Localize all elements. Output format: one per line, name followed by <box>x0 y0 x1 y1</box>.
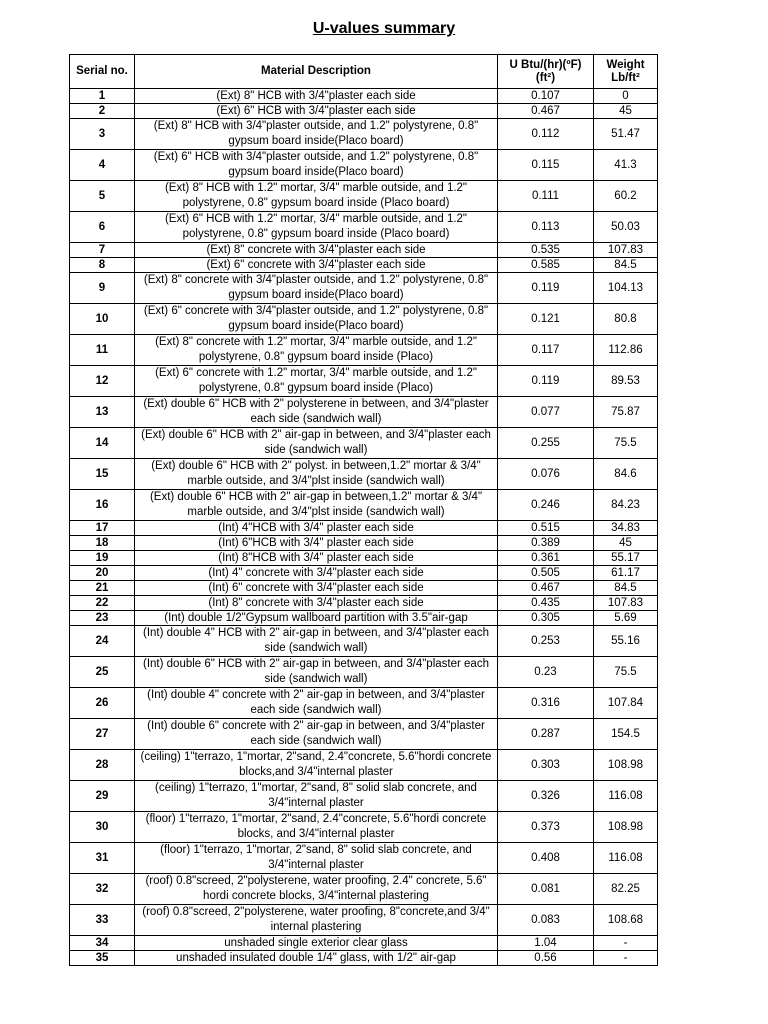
table-row <box>70 212 658 243</box>
serial-cell: 32 <box>70 874 135 905</box>
weight-cell: 107.83 <box>594 243 658 258</box>
description-cell: (Int) double 6" concrete with 2" air-gap in between, and 3/4"plaster each side (sandwich wall) <box>135 719 498 750</box>
description-cell: (roof) 0.8"screed, 2"polysterene, water proofing, 8"concrete,and 3/4" internal plastering <box>135 905 498 936</box>
table-row <box>70 688 658 719</box>
serial-cell: 10 <box>70 304 135 335</box>
description-cell: (Ext) double 6" HCB with 2" polysterene in between, and 3/4"plaster each side (sandwich wall) <box>135 397 498 428</box>
table-row <box>70 521 658 536</box>
table-row <box>70 258 658 273</box>
table-row <box>70 566 658 581</box>
table-row <box>70 104 658 119</box>
table-row <box>70 905 658 936</box>
weight-cell: 107.83 <box>594 596 658 611</box>
u-value-cell: 0.361 <box>498 551 594 566</box>
description-cell: (Int) 6"HCB with 3/4" plaster each side <box>135 536 498 551</box>
serial-cell: 7 <box>70 243 135 258</box>
u-value-cell: 0.408 <box>498 843 594 874</box>
description-cell: (Ext) 8" concrete with 3/4"plaster each side <box>135 243 498 258</box>
weight-cell: 82.25 <box>594 874 658 905</box>
table-row <box>70 843 658 874</box>
table-row <box>70 719 658 750</box>
u-value-cell: 0.119 <box>498 366 594 397</box>
description-cell: (Ext) 6" HCB with 3/4"plaster each side <box>135 104 498 119</box>
serial-cell: 2 <box>70 104 135 119</box>
table-row <box>70 459 658 490</box>
u-value-cell: 0.117 <box>498 335 594 366</box>
weight-cell: 45 <box>594 104 658 119</box>
weight-cell: 61.17 <box>594 566 658 581</box>
description-cell: unshaded insulated double 1/4" glass, with 1/2" air-gap <box>135 951 498 966</box>
table-row <box>70 551 658 566</box>
description-cell: (Ext) 8" HCB with 3/4"plaster each side <box>135 89 498 104</box>
u-value-cell: 0.255 <box>498 428 594 459</box>
u-value-cell: 0.373 <box>498 812 594 843</box>
description-cell: (Int) double 4" concrete with 2" air-gap in between, and 3/4"plaster each side (sandwich wall) <box>135 688 498 719</box>
table-row <box>70 119 658 150</box>
description-cell: (Ext) double 6" HCB with 2" air-gap in between,1.2" mortar & 3/4" marble outside, and 3/4"plst inside (sandwich wall) <box>135 490 498 521</box>
table-row <box>70 657 658 688</box>
weight-cell: - <box>594 936 658 951</box>
serial-cell: 22 <box>70 596 135 611</box>
weight-cell: 89.53 <box>594 366 658 397</box>
table-row <box>70 781 658 812</box>
u-value-cell: 0.303 <box>498 750 594 781</box>
header-weight <box>594 55 658 89</box>
u-value-cell: 0.389 <box>498 536 594 551</box>
u-value-cell: 0.435 <box>498 596 594 611</box>
weight-cell: 75.5 <box>594 657 658 688</box>
description-cell: (roof) 0.8"screed, 2"polysterene, water proofing, 2.4" concrete, 5.6" hordi concrete blocks, 3/4"internal plastering <box>135 874 498 905</box>
weight-cell: 55.17 <box>594 551 658 566</box>
header-u-value <box>498 55 594 89</box>
serial-cell: 6 <box>70 212 135 243</box>
weight-cell: 51.47 <box>594 119 658 150</box>
weight-cell: 80.8 <box>594 304 658 335</box>
description-cell: (Ext) 8" HCB with 1.2" mortar, 3/4" marble outside, and 1.2" polystyrene, 0.8" gypsum board inside (Placo board) <box>135 181 498 212</box>
weight-cell: 34.83 <box>594 521 658 536</box>
serial-cell: 33 <box>70 905 135 936</box>
u-value-cell: 0.115 <box>498 150 594 181</box>
weight-cell: 45 <box>594 536 658 551</box>
table-row <box>70 181 658 212</box>
u-value-cell: 0.56 <box>498 951 594 966</box>
page-title-text: U-values summary <box>312 20 456 37</box>
table-row <box>70 951 658 966</box>
weight-cell: 75.87 <box>594 397 658 428</box>
u-value-cell: 0.081 <box>498 874 594 905</box>
serial-cell: 8 <box>70 258 135 273</box>
weight-cell: 107.84 <box>594 688 658 719</box>
u-value-cell: 0.467 <box>498 104 594 119</box>
u-value-cell: 0.305 <box>498 611 594 626</box>
description-cell: (ceiling) 1"terrazo, 1"mortar, 2"sand, 2.4"concrete, 5.6"hordi concrete blocks,and 3/4"internal plaster <box>135 750 498 781</box>
weight-cell: 112.86 <box>594 335 658 366</box>
serial-cell: 19 <box>70 551 135 566</box>
u-value-cell: 0.111 <box>498 181 594 212</box>
u-value-cell: 0.107 <box>498 89 594 104</box>
description-cell: (Ext) double 6" HCB with 2" air-gap in between, and 3/4"plaster each side (sandwich wall) <box>135 428 498 459</box>
u-value-cell: 0.585 <box>498 258 594 273</box>
table-row <box>70 626 658 657</box>
u-value-cell: 0.253 <box>498 626 594 657</box>
table-row <box>70 812 658 843</box>
weight-cell: 108.98 <box>594 812 658 843</box>
serial-cell: 25 <box>70 657 135 688</box>
weight-cell: 50.03 <box>594 212 658 243</box>
serial-cell: 26 <box>70 688 135 719</box>
description-cell: (Int) 4" concrete with 3/4"plaster each side <box>135 566 498 581</box>
serial-cell: 18 <box>70 536 135 551</box>
weight-cell: 55.16 <box>594 626 658 657</box>
header-u-line2: (ft²) <box>535 71 556 84</box>
u-value-cell: 0.121 <box>498 304 594 335</box>
serial-cell: 34 <box>70 936 135 951</box>
serial-cell: 20 <box>70 566 135 581</box>
table-header-row <box>70 55 658 89</box>
table-row <box>70 536 658 551</box>
description-cell: (Int) 6" concrete with 3/4"plaster each side <box>135 581 498 596</box>
u-value-cell: 0.083 <box>498 905 594 936</box>
u-value-cell: 0.326 <box>498 781 594 812</box>
u-value-cell: 0.535 <box>498 243 594 258</box>
description-cell: (Ext) 8" concrete with 3/4"plaster outside, and 1.2" polystyrene, 0.8" gypsum board inside(Placo board) <box>135 273 498 304</box>
u-value-cell: 0.515 <box>498 521 594 536</box>
description-cell: (Int) double 1/2"Gypsum wallboard partition with 3.5"air-gap <box>135 611 498 626</box>
description-cell: (Ext) double 6" HCB with 2" polyst. in between,1.2" mortar & 3/4" marble outside, and 3/4"plst inside (sandwich wall) <box>135 459 498 490</box>
u-value-cell: 0.113 <box>498 212 594 243</box>
table-row <box>70 490 658 521</box>
serial-cell: 13 <box>70 397 135 428</box>
serial-cell: 12 <box>70 366 135 397</box>
header-weight-line2: Lb/ft² <box>611 71 640 84</box>
u-value-cell: 0.119 <box>498 273 594 304</box>
serial-cell: 17 <box>70 521 135 536</box>
serial-cell: 11 <box>70 335 135 366</box>
description-cell: (Ext) 6" concrete with 1.2" mortar, 3/4" marble outside, and 1.2" polystyrene, 0.8" gypsum board inside (Placo) <box>135 366 498 397</box>
weight-cell: 116.08 <box>594 843 658 874</box>
serial-cell: 5 <box>70 181 135 212</box>
serial-cell: 16 <box>70 490 135 521</box>
serial-cell: 15 <box>70 459 135 490</box>
description-cell: (Int) 8"HCB with 3/4" plaster each side <box>135 551 498 566</box>
u-value-cell: 0.287 <box>498 719 594 750</box>
serial-cell: 21 <box>70 581 135 596</box>
description-cell: (Int) double 4" HCB with 2" air-gap in between, and 3/4"plaster each side (sandwich wall) <box>135 626 498 657</box>
table-row <box>70 273 658 304</box>
header-weight-line1: Weight <box>606 58 645 71</box>
weight-cell: 84.5 <box>594 581 658 596</box>
header-u-line1: U Btu/(hr)(ºF) <box>509 58 582 71</box>
table-row <box>70 366 658 397</box>
u-value-cell: 0.112 <box>498 119 594 150</box>
serial-cell: 29 <box>70 781 135 812</box>
serial-cell: 27 <box>70 719 135 750</box>
description-cell: (ceiling) 1"terrazo, 1"mortar, 2"sand, 8" solid slab concrete, and 3/4"internal plaster <box>135 781 498 812</box>
weight-cell: - <box>594 951 658 966</box>
description-cell: (Int) double 6" HCB with 2" air-gap in between, and 3/4"plaster each side (sandwich wall) <box>135 657 498 688</box>
table-row <box>70 874 658 905</box>
u-value-cell: 0.077 <box>498 397 594 428</box>
serial-cell: 14 <box>70 428 135 459</box>
description-cell: (floor) 1"terrazo, 1"mortar, 2"sand, 8" solid slab concrete, and 3/4"internal plaster <box>135 843 498 874</box>
description-cell: (Int) 8" concrete with 3/4"plaster each side <box>135 596 498 611</box>
u-values-table <box>69 54 658 966</box>
serial-cell: 3 <box>70 119 135 150</box>
table-row <box>70 335 658 366</box>
description-cell: (Ext) 6" HCB with 3/4"plaster outside, and 1.2" polystyrene, 0.8" gypsum board inside(Placo board) <box>135 150 498 181</box>
weight-cell: 84.5 <box>594 258 658 273</box>
description-cell: (Ext) 8" concrete with 1.2" mortar, 3/4" marble outside, and 1.2" polystyrene, 0.8" gypsum board inside (Placo) <box>135 335 498 366</box>
table-row <box>70 150 658 181</box>
table-row <box>70 750 658 781</box>
header-serial: Serial no. <box>70 55 135 89</box>
page-title <box>0 20 768 38</box>
serial-cell: 30 <box>70 812 135 843</box>
u-value-cell: 0.23 <box>498 657 594 688</box>
u-value-cell: 0.505 <box>498 566 594 581</box>
description-cell: unshaded single exterior clear glass <box>135 936 498 951</box>
weight-cell: 5.69 <box>594 611 658 626</box>
table-row <box>70 89 658 104</box>
serial-cell: 23 <box>70 611 135 626</box>
table-row <box>70 596 658 611</box>
table-row <box>70 428 658 459</box>
serial-cell: 9 <box>70 273 135 304</box>
table-row <box>70 304 658 335</box>
weight-cell: 104.13 <box>594 273 658 304</box>
u-value-cell: 0.246 <box>498 490 594 521</box>
table-row <box>70 243 658 258</box>
weight-cell: 154.5 <box>594 719 658 750</box>
u-value-cell: 0.467 <box>498 581 594 596</box>
u-value-cell: 1.04 <box>498 936 594 951</box>
table-row <box>70 611 658 626</box>
description-cell: (floor) 1"terrazo, 1"mortar, 2"sand, 2.4"concrete, 5.6"hordi concrete blocks, and 3/4"internal plaster <box>135 812 498 843</box>
description-cell: (Ext) 6" concrete with 3/4"plaster outside, and 1.2" polystyrene, 0.8" gypsum board inside(Placo board) <box>135 304 498 335</box>
description-cell: (Ext) 8" HCB with 3/4"plaster outside, and 1.2" polystyrene, 0.8" gypsum board inside(Placo board) <box>135 119 498 150</box>
weight-cell: 60.2 <box>594 181 658 212</box>
serial-cell: 24 <box>70 626 135 657</box>
serial-cell: 1 <box>70 89 135 104</box>
weight-cell: 108.98 <box>594 750 658 781</box>
weight-cell: 75.5 <box>594 428 658 459</box>
weight-cell: 0 <box>594 89 658 104</box>
header-material: Material Description <box>135 55 498 89</box>
serial-cell: 35 <box>70 951 135 966</box>
table-row <box>70 936 658 951</box>
weight-cell: 116.08 <box>594 781 658 812</box>
weight-cell: 41.3 <box>594 150 658 181</box>
serial-cell: 4 <box>70 150 135 181</box>
weight-cell: 108.68 <box>594 905 658 936</box>
description-cell: (Ext) 6" concrete with 3/4"plaster each side <box>135 258 498 273</box>
table-row <box>70 397 658 428</box>
u-value-cell: 0.076 <box>498 459 594 490</box>
description-cell: (Int) 4"HCB with 3/4" plaster each side <box>135 521 498 536</box>
table-body <box>70 89 658 966</box>
u-value-cell: 0.316 <box>498 688 594 719</box>
weight-cell: 84.6 <box>594 459 658 490</box>
serial-cell: 28 <box>70 750 135 781</box>
weight-cell: 84.23 <box>594 490 658 521</box>
description-cell: (Ext) 6" HCB with 1.2" mortar, 3/4" marble outside, and 1.2" polystyrene, 0.8" gypsum board inside (Placo board) <box>135 212 498 243</box>
table-row <box>70 581 658 596</box>
serial-cell: 31 <box>70 843 135 874</box>
